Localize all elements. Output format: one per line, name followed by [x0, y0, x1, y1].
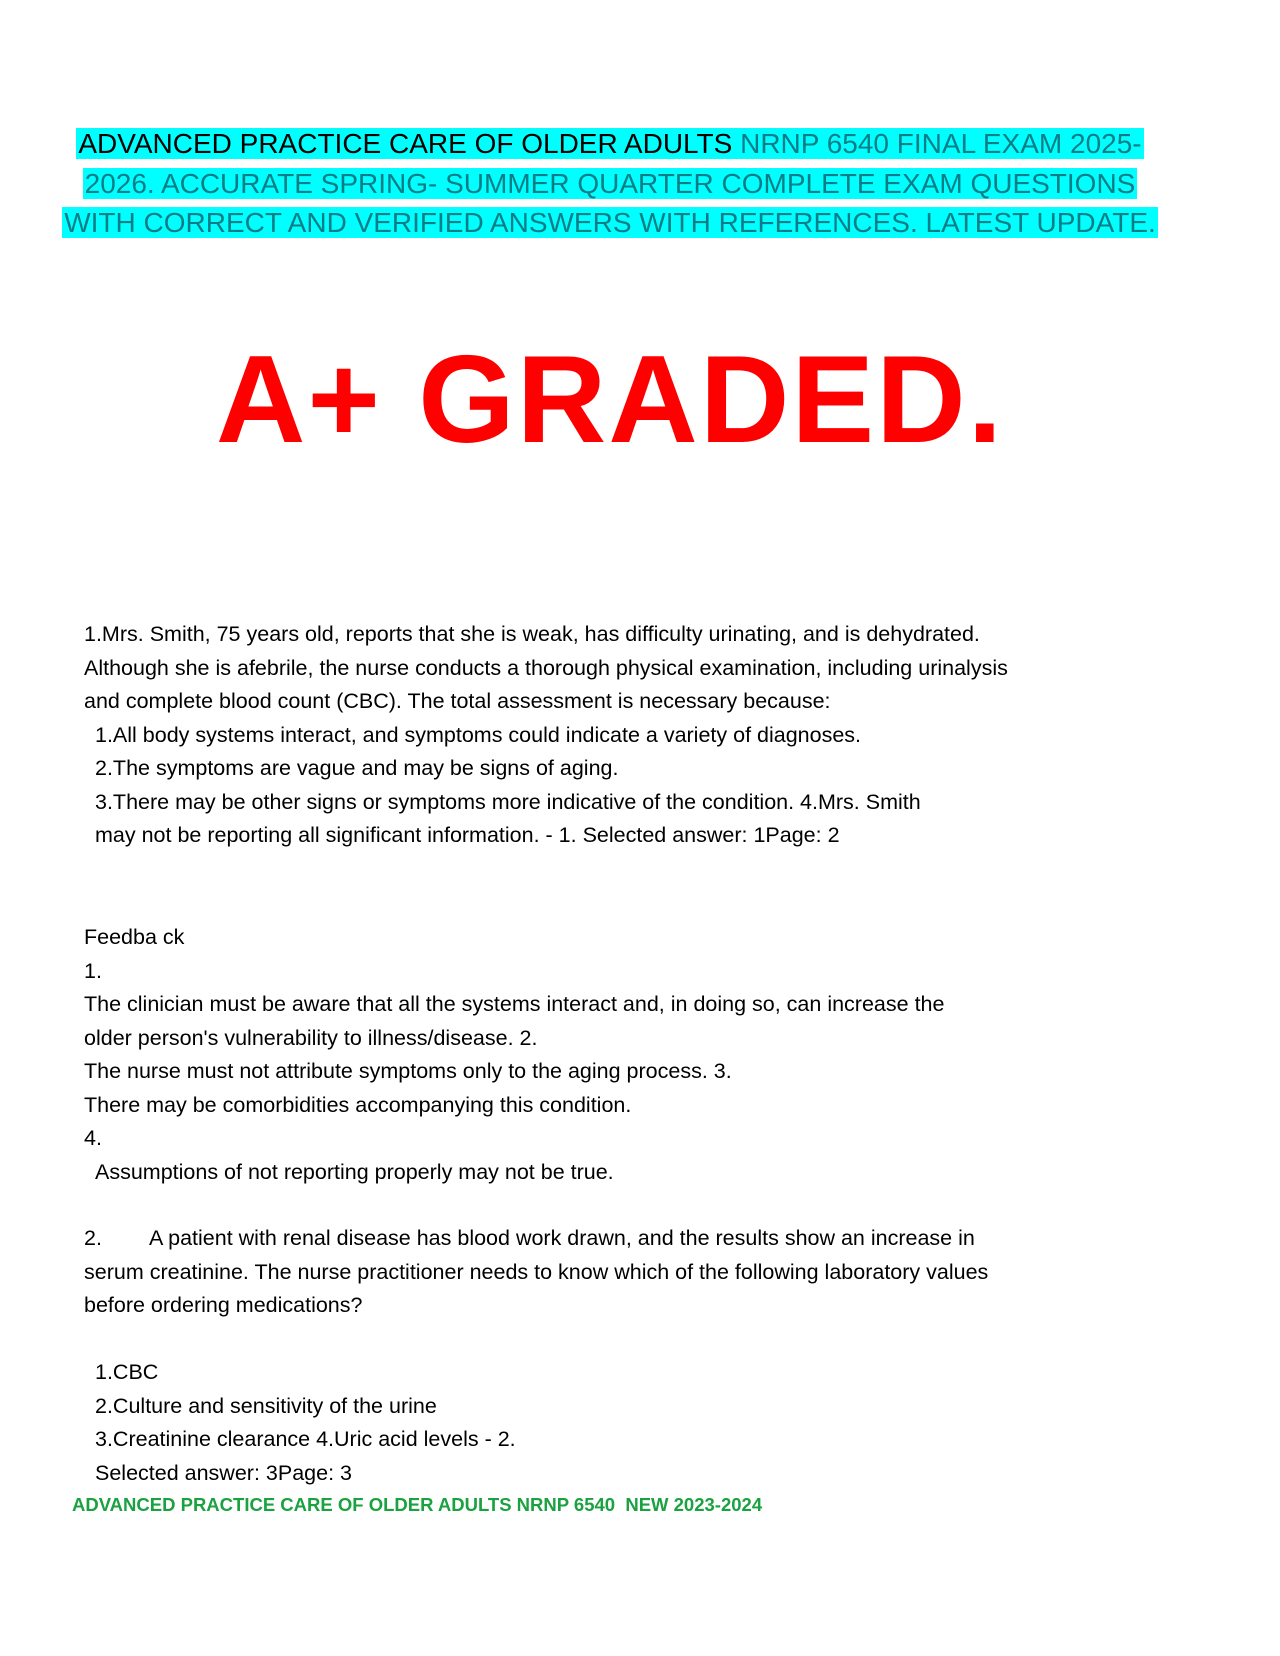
q1-stem-line: 1.Mrs. Smith, 75 years old, reports that she is weak, has difficulty urinating, and is dehydrated.	[84, 622, 980, 646]
feedback-line: Assumptions of not reporting properly may not be true.	[95, 1159, 614, 1184]
q2-stem-line	[84, 1222, 1204, 1256]
q1-option: 1.All body systems interact, and symptoms could indicate a variety of diagnoses.	[95, 722, 862, 747]
feedback-section	[84, 921, 1204, 1189]
q2-stem-line: serum creatinine. The nurse practitioner needs to know which of the following laboratory values	[84, 1259, 989, 1284]
feedback-number: 1.	[84, 958, 102, 983]
q2-number: 2.	[84, 1226, 102, 1250]
feedback-line: The clinician must be aware that all the systems interact and, in doing so, can increase the	[84, 992, 945, 1016]
q1-option: 2.The symptoms are vague and may be signs of aging.	[95, 756, 619, 780]
title-exam-details: NRNP 6540 FINAL EXAM 2025-2026. ACCURATE SPRING- SUMMER QUARTER COMPLETE EXAM QUESTIONS WITH CORRECT AND VERIFIED ANSWERS WITH REFERENCES. LATEST UPDATE.	[64, 128, 1156, 238]
q2-option: Selected answer: 3Page: 3	[95, 1460, 352, 1485]
question-1	[84, 618, 1204, 853]
feedback-line: The nurse must not attribute symptoms only to the aging process. 3.	[84, 1059, 732, 1083]
title-course-name: ADVANCED PRACTICE CARE OF OLDER ADULTS	[78, 128, 733, 159]
feedback-line: There may be comorbidities accompanying this condition.	[84, 1092, 632, 1117]
question-2-options	[84, 1356, 1204, 1490]
feedback-number: 4.	[84, 1126, 102, 1150]
q2-option: 2.Culture and sensitivity of the urine	[95, 1393, 437, 1418]
q2-stem-first: A patient with renal disease has blood work drawn, and the results show an increase in	[149, 1226, 975, 1250]
q2-option: 3.Creatinine clearance 4.Uric acid levels - 2.	[95, 1427, 516, 1451]
q1-stem-line: and complete blood count (CBC). The total assessment is necessary because:	[84, 689, 831, 713]
document-title	[60, 124, 1160, 243]
q2-stem-line: before ordering medications?	[84, 1293, 363, 1317]
page-footer: ADVANCED PRACTICE CARE OF OLDER ADULTS NRNP 6540 NEW 2023-2024	[72, 1494, 763, 1515]
feedback-line: older person's vulnerability to illness/disease. 2.	[84, 1025, 538, 1050]
q1-option: 3.There may be other signs or symptoms more indicative of the condition. 4.Mrs. Smith	[95, 789, 921, 814]
feedback-heading: Feedba ck	[84, 925, 185, 949]
grade-banner: A+ GRADED.	[215, 331, 1005, 469]
question-2	[84, 1222, 1204, 1323]
q1-stem-line: Although she is afebrile, the nurse conducts a thorough physical examination, including urinalysis	[84, 655, 1008, 680]
q2-option: 1.CBC	[95, 1360, 159, 1384]
q1-option: may not be reporting all significant information. - 1. Selected answer: 1Page: 2	[95, 823, 840, 847]
